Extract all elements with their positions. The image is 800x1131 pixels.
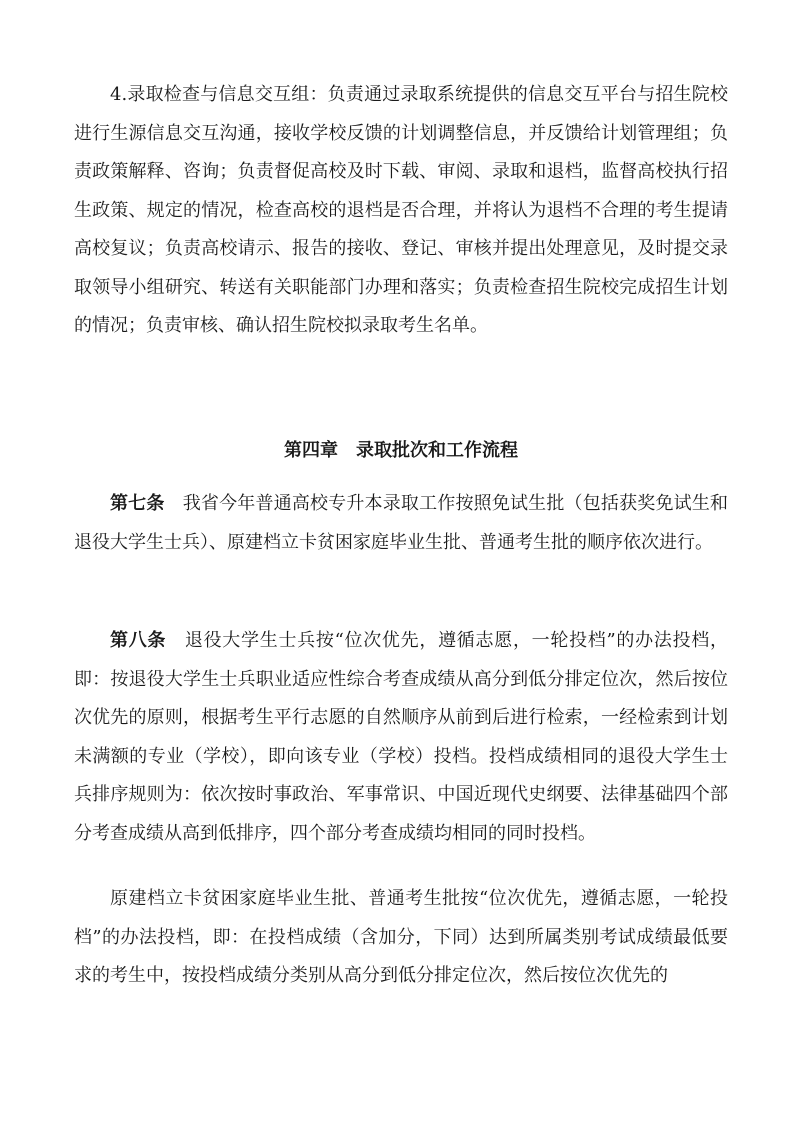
paragraph-article-8 [74,622,728,853]
paragraph-article-7 [74,485,728,562]
paragraph-batch-rules: 原建档立卡贫困家庭毕业生批、普通考生批按“位次优先，遵循志愿，一轮投档”的办法投档，即：在投档成绩（含加分，下同）达到所属类别考试成绩最低要求的考生中，按投档成绩分类别从高分到低分排定位次，然后按位次优先的 [74,888,728,986]
paragraph-inspection-group: 4.录取检查与信息交互组：负责通过录取系统提供的信息交互平台与招生院校进行生源信息交互沟通，接收学校反馈的计划调整信息，并反馈给计划管理组；负责政策解释、咨询；负责督促高校及时下载、审阅、录取和退档，监督高校执行招生政策、规定的情况，检查高校的退档是否合理，并将认为退档不合理的考生提请高校复议；负责高校请示、报告的接收、登记、审核并提出处理意见，及时提交录取领导小组研究、转送有关职能部门办理和落实；负责检查招生院校完成招生计划的情况；负责审核、确认招生院校拟录取考生名单。 [74,84,728,336]
article-8-label: 第八条 [110,630,167,651]
article-7-label: 第七条 [110,493,165,514]
chapter-heading: 第四章 录取批次和工作流程 [284,440,518,461]
article-7-text: 我省今年普通高校专升本录取工作按照免试生批（包括获奖免试生和退役大学生士兵）、原建档立卡贫困家庭毕业生批、普通考生批的顺序依次进行。 [74,493,728,553]
article-8-text: 退役大学生士兵按“位次优先，遵循志愿，一轮投档”的办法投档，即：按退役大学生士兵职业适应性综合考查成绩从高分到低分排定位次，然后按位次优先的原则，根据考生平行志愿的自然顺序从前到后进行检索，一经检索到计划未满额的专业（学校），即向该专业（学校）投档。投档成绩相同的退役大学生士兵排序规则为：依次按时事政治、军事常识、中国近现代史纲要、法律基础四个部分考查成绩从高到低排序，四个部分考查成绩均相同的同时投档。 [74,630,729,844]
